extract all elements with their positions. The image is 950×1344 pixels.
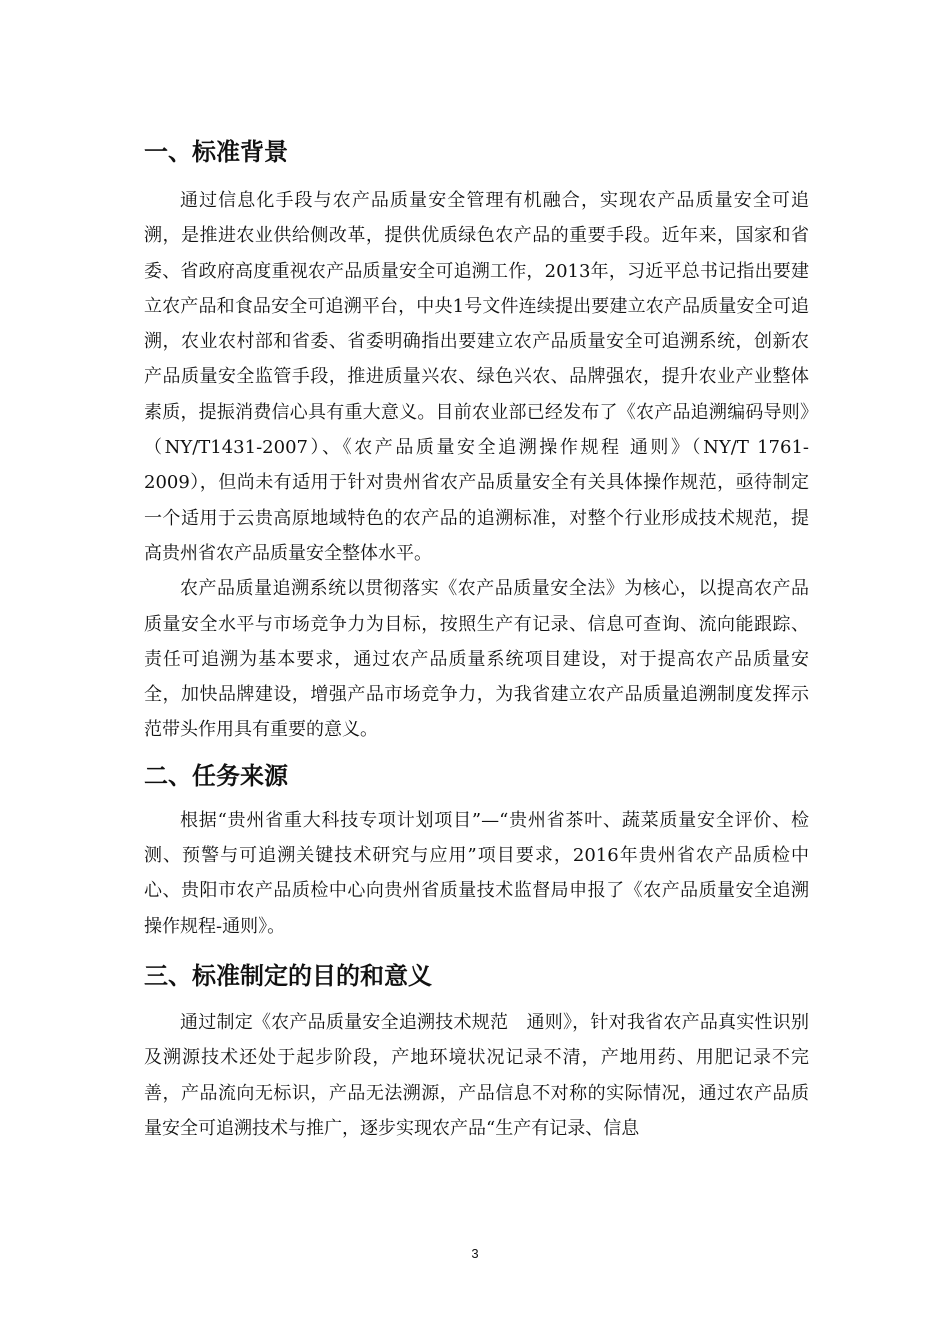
paragraph: 根据“贵州省重大科技专项计划项目”—“贵州省茶叶、蔬菜质量安全评价、检测、预警与可追溯关键技术研究与应用”项目要求，2016年贵州省农产品质检中心、贵阳市农产品质检中心向贵州省质量技术监督局申报了《农产品质量安全追溯操作规程-通则》。 (144, 809, 809, 937)
section-heading-purpose: 三、标准制定的目的和意义 (144, 961, 432, 990)
section-body-task-source (144, 803, 809, 944)
section-heading-background: 一、标准背景 (144, 138, 288, 166)
document-page (144, 130, 809, 1146)
paragraph: 通过信息化手段与农产品质量安全管理有机融合，实现农产品质量安全可追溯，是推进农业供给侧改革，提供优质绿色农产品的重要手段。近年来，国家和省委、省政府高度重视农产品质量安全可追溯工作，2013年，习近平总书记指出要建立农产品和食品安全可追溯平台，中央1号文件连续提出要建立农产品质量安全可追溯，农业农村部和省委、省委明确指出要建立农产品质量安全可追溯系统，创新农产品质量安全监管手段，推进质量兴农、绿色兴农、品牌强农，提升农业产业整体素质，提振消费信心具有重大意义。目前农业部已经发布了《农产品追溯编码导则》（NY/T1431-2007）、《农产品质量安全追溯操作规程 通则》（NY/T 1761-2009），但尚未有适用于针对贵州省农产品质量安全有关具体操作规范，亟待制定一个适用于云贵高原地域特色的农产品的追溯标准，对整个行业形成技术规范，提高贵州省农产品质量安全整体水平。 (144, 190, 809, 564)
section-body-background (144, 183, 809, 748)
section-body-purpose (144, 1005, 809, 1146)
paragraph: 农产品质量追溯系统以贯彻落实《农产品质量安全法》为核心，以提高农产品质量安全水平与市场竞争力为目标，按照生产有记录、信息可查询、流向能跟踪、责任可追溯为基本要求，通过农产品质量系统项目建设，对于提高农产品质量安全，加快品牌建设，增强产品市场竞争力，为我省建立农产品质量追溯制度发挥示范带头作用具有重要的意义。 (144, 578, 809, 741)
section-heading-task-source: 二、任务来源 (144, 761, 288, 790)
page-number: 3 (471, 1246, 479, 1261)
paragraph: 通过制定《农产品质量安全追溯技术规范 通则》，针对我省农产品真实性识别及溯源技术还处于起步阶段，产地环境状况记录不清，产地用药、用肥记录不完善，产品流向无标识，产品无法溯源，产品信息不对称的实际情况，通过农产品质量安全可追溯技术与推广，逐步实现农产品“生产有记录、信息 (144, 1011, 809, 1139)
